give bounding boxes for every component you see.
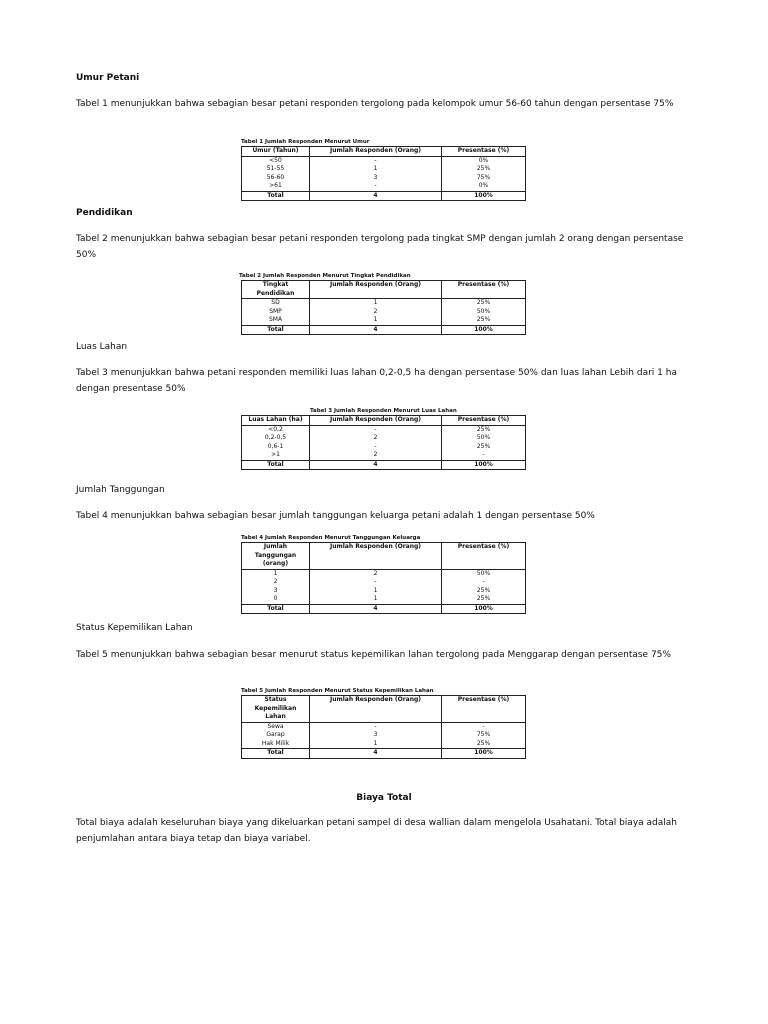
table-cell: 2	[310, 434, 442, 443]
table-cell: 2	[310, 569, 442, 578]
table-total-row	[242, 460, 526, 470]
table-cell: 3	[310, 731, 442, 740]
table-cell: -	[310, 425, 442, 434]
table-row	[242, 308, 526, 317]
column-header: Luas Lahan (ha)	[242, 416, 310, 426]
table-4	[241, 542, 526, 614]
section-heading-status-kepemilikan: Status Kepemilikan Lahan	[76, 623, 193, 633]
table-cell: SMA	[242, 316, 310, 325]
table-cell: 0%	[442, 156, 526, 165]
column-header: Umur (Tahun)	[242, 147, 310, 157]
table-cell: 4	[310, 604, 442, 614]
paragraph-tabel-5: Tabel 5 menunjukkan bahwa sebagian besar menurut status kepemilikan lahan tergolong pada Menggarap dengan persentase 75%	[76, 650, 671, 660]
table-cell: 25%	[442, 587, 526, 596]
table-cell: 75%	[442, 731, 526, 740]
table-row	[242, 174, 526, 183]
column-header: Tingkat Pendidikan	[242, 281, 310, 299]
column-header: Jumlah Responden (Orang)	[310, 281, 442, 299]
table-3-caption: Tabel 3 Jumlah Responden Menurut Luas Lahan	[310, 408, 457, 414]
table-cell: -	[310, 443, 442, 452]
table-cell: 4	[310, 191, 442, 201]
table-row	[242, 165, 526, 174]
table-row	[242, 578, 526, 587]
column-header: Presentase (%)	[442, 543, 526, 570]
table-header-row	[242, 147, 526, 157]
table-cell: >61	[242, 182, 310, 191]
table-cell: 2	[242, 578, 310, 587]
table-total-row	[242, 191, 526, 201]
column-header: Jumlah Responden (Orang)	[310, 147, 442, 157]
table-cell: 25%	[442, 165, 526, 174]
table-cell: 25%	[442, 299, 526, 308]
table-cell: 50%	[442, 308, 526, 317]
paragraph-tabel-4: Tabel 4 menunjukkan bahwa sebagian besar jumlah tanggungan keluarga petani adalah 1 dengan persentase 50%	[76, 511, 595, 521]
biaya-total-title: Biaya Total	[356, 793, 412, 803]
table-cell: 3	[310, 174, 442, 183]
table-cell: -	[310, 182, 442, 191]
table-cell: 0	[242, 595, 310, 604]
table-row	[242, 425, 526, 434]
table-cell: Total	[242, 460, 310, 470]
column-header: Presentase (%)	[442, 696, 526, 723]
table-row	[242, 316, 526, 325]
table-cell: 1	[310, 299, 442, 308]
table-cell: -	[310, 578, 442, 587]
table-cell: 25%	[442, 595, 526, 604]
paragraph-tabel-2: Tabel 2 menunjukkan bahwa sebagian besar petani responden tergolong pada tingkat SMP dengan jumlah 2 orang dengan persentase 50%	[76, 234, 684, 260]
table-row	[242, 156, 526, 165]
table-cell: 100%	[442, 749, 526, 759]
table-cell: 0,6-1	[242, 443, 310, 452]
table-cell: Garap	[242, 731, 310, 740]
column-header: Jumlah Responden (Orang)	[310, 543, 442, 570]
column-header: Presentase (%)	[442, 147, 526, 157]
table-cell: -	[310, 156, 442, 165]
table-cell: 1	[242, 569, 310, 578]
table-cell: <50	[242, 156, 310, 165]
table-cell: -	[310, 722, 442, 731]
table-cell: <0,2	[242, 425, 310, 434]
table-1-caption: Tabel 1 Jumlah Responden Menurut Umur	[241, 139, 370, 145]
table-row	[242, 740, 526, 749]
section-heading-umur-petani: Umur Petani	[76, 73, 140, 83]
table-row	[242, 299, 526, 308]
column-header: Presentase (%)	[442, 416, 526, 426]
table-4-caption: Tabel 4 Jumlah Responden Menurut Tanggungan Keluarga	[241, 535, 421, 541]
table-cell: 4	[310, 325, 442, 335]
column-header: Jumlah Tanggungan (orang)	[242, 543, 310, 570]
table-cell: 1	[310, 587, 442, 596]
table-cell: Sewa	[242, 722, 310, 731]
table-cell: 4	[310, 460, 442, 470]
table-row	[242, 569, 526, 578]
table-cell: 2	[310, 451, 442, 460]
table-cell: 100%	[442, 460, 526, 470]
table-cell: 51-55	[242, 165, 310, 174]
table-cell: 0%	[442, 182, 526, 191]
paragraph-biaya-total: Total biaya adalah keseluruhan biaya yang dikeluarkan petani sampel di desa wallian dalam mengelola Usahatani. Total biaya adalah penjumlahan antara biaya tetap dan biaya variabel.	[76, 818, 677, 844]
table-row	[242, 451, 526, 460]
table-total-row	[242, 749, 526, 759]
table-cell: Total	[242, 325, 310, 335]
table-cell: -	[442, 578, 526, 587]
table-cell: 25%	[442, 316, 526, 325]
table-cell: 25%	[442, 740, 526, 749]
table-row	[242, 722, 526, 731]
table-cell: SMP	[242, 308, 310, 317]
table-3	[241, 415, 526, 470]
table-total-row	[242, 604, 526, 614]
section-heading-jumlah-tanggungan: Jumlah Tanggungan	[76, 485, 165, 495]
column-header: Jumlah Responden (Orang)	[310, 696, 442, 723]
column-header: Jumlah Responden (Orang)	[310, 416, 442, 426]
table-cell: 56-60	[242, 174, 310, 183]
table-cell: 100%	[442, 325, 526, 335]
column-header: Presentase (%)	[442, 281, 526, 299]
table-header-row	[242, 696, 526, 723]
table-5	[241, 695, 526, 759]
table-total-row	[242, 325, 526, 335]
table-cell: 50%	[442, 569, 526, 578]
table-cell: 25%	[442, 443, 526, 452]
table-row	[242, 182, 526, 191]
table-cell: 50%	[442, 434, 526, 443]
table-cell: 75%	[442, 174, 526, 183]
table-row	[242, 595, 526, 604]
table-row	[242, 434, 526, 443]
table-cell: 1	[310, 165, 442, 174]
table-cell: 2	[310, 308, 442, 317]
table-2	[241, 280, 526, 335]
table-cell: SD	[242, 299, 310, 308]
table-row	[242, 587, 526, 596]
section-heading-pendidikan: Pendidikan	[76, 208, 133, 218]
column-header: Status Kepemilikan Lahan	[242, 696, 310, 723]
table-cell: 4	[310, 749, 442, 759]
table-cell: 0,2-0,5	[242, 434, 310, 443]
table-cell: 100%	[442, 604, 526, 614]
table-cell: -	[442, 451, 526, 460]
table-cell: 100%	[442, 191, 526, 201]
table-header-row	[242, 416, 526, 426]
paragraph-tabel-3: Tabel 3 menunjukkan bahwa petani responden memiliki luas lahan 0,2-0,5 ha dengan persentase 50% dan luas lahan Lebih dari 1 ha dengan presentase 50%	[76, 368, 677, 394]
table-cell: 1	[310, 316, 442, 325]
table-cell: Total	[242, 604, 310, 614]
table-row	[242, 443, 526, 452]
table-cell: Total	[242, 191, 310, 201]
table-cell: 1	[310, 595, 442, 604]
table-row	[242, 731, 526, 740]
table-2-caption: Tabel 2 Jumlah Responden Menurut Tingkat Pendidikan	[239, 273, 411, 279]
section-heading-luas-lahan: Luas Lahan	[76, 342, 128, 352]
table-cell: Total	[242, 749, 310, 759]
table-1	[241, 146, 526, 201]
paragraph-tabel-1: Tabel 1 menunjukkan bahwa sebagian besar petani responden tergolong pada kelompok umur 56-60 tahun dengan persentase 75%	[76, 99, 674, 109]
table-cell: 3	[242, 587, 310, 596]
table-cell: -	[442, 722, 526, 731]
table-cell: 1	[310, 740, 442, 749]
table-header-row	[242, 281, 526, 299]
table-cell: >1	[242, 451, 310, 460]
table-cell: 25%	[442, 425, 526, 434]
table-header-row	[242, 543, 526, 570]
table-5-caption: Tabel 5 Jumlah Responden Menurut Status Kepemilikan Lahan	[241, 688, 434, 694]
table-cell: Hak Milik	[242, 740, 310, 749]
